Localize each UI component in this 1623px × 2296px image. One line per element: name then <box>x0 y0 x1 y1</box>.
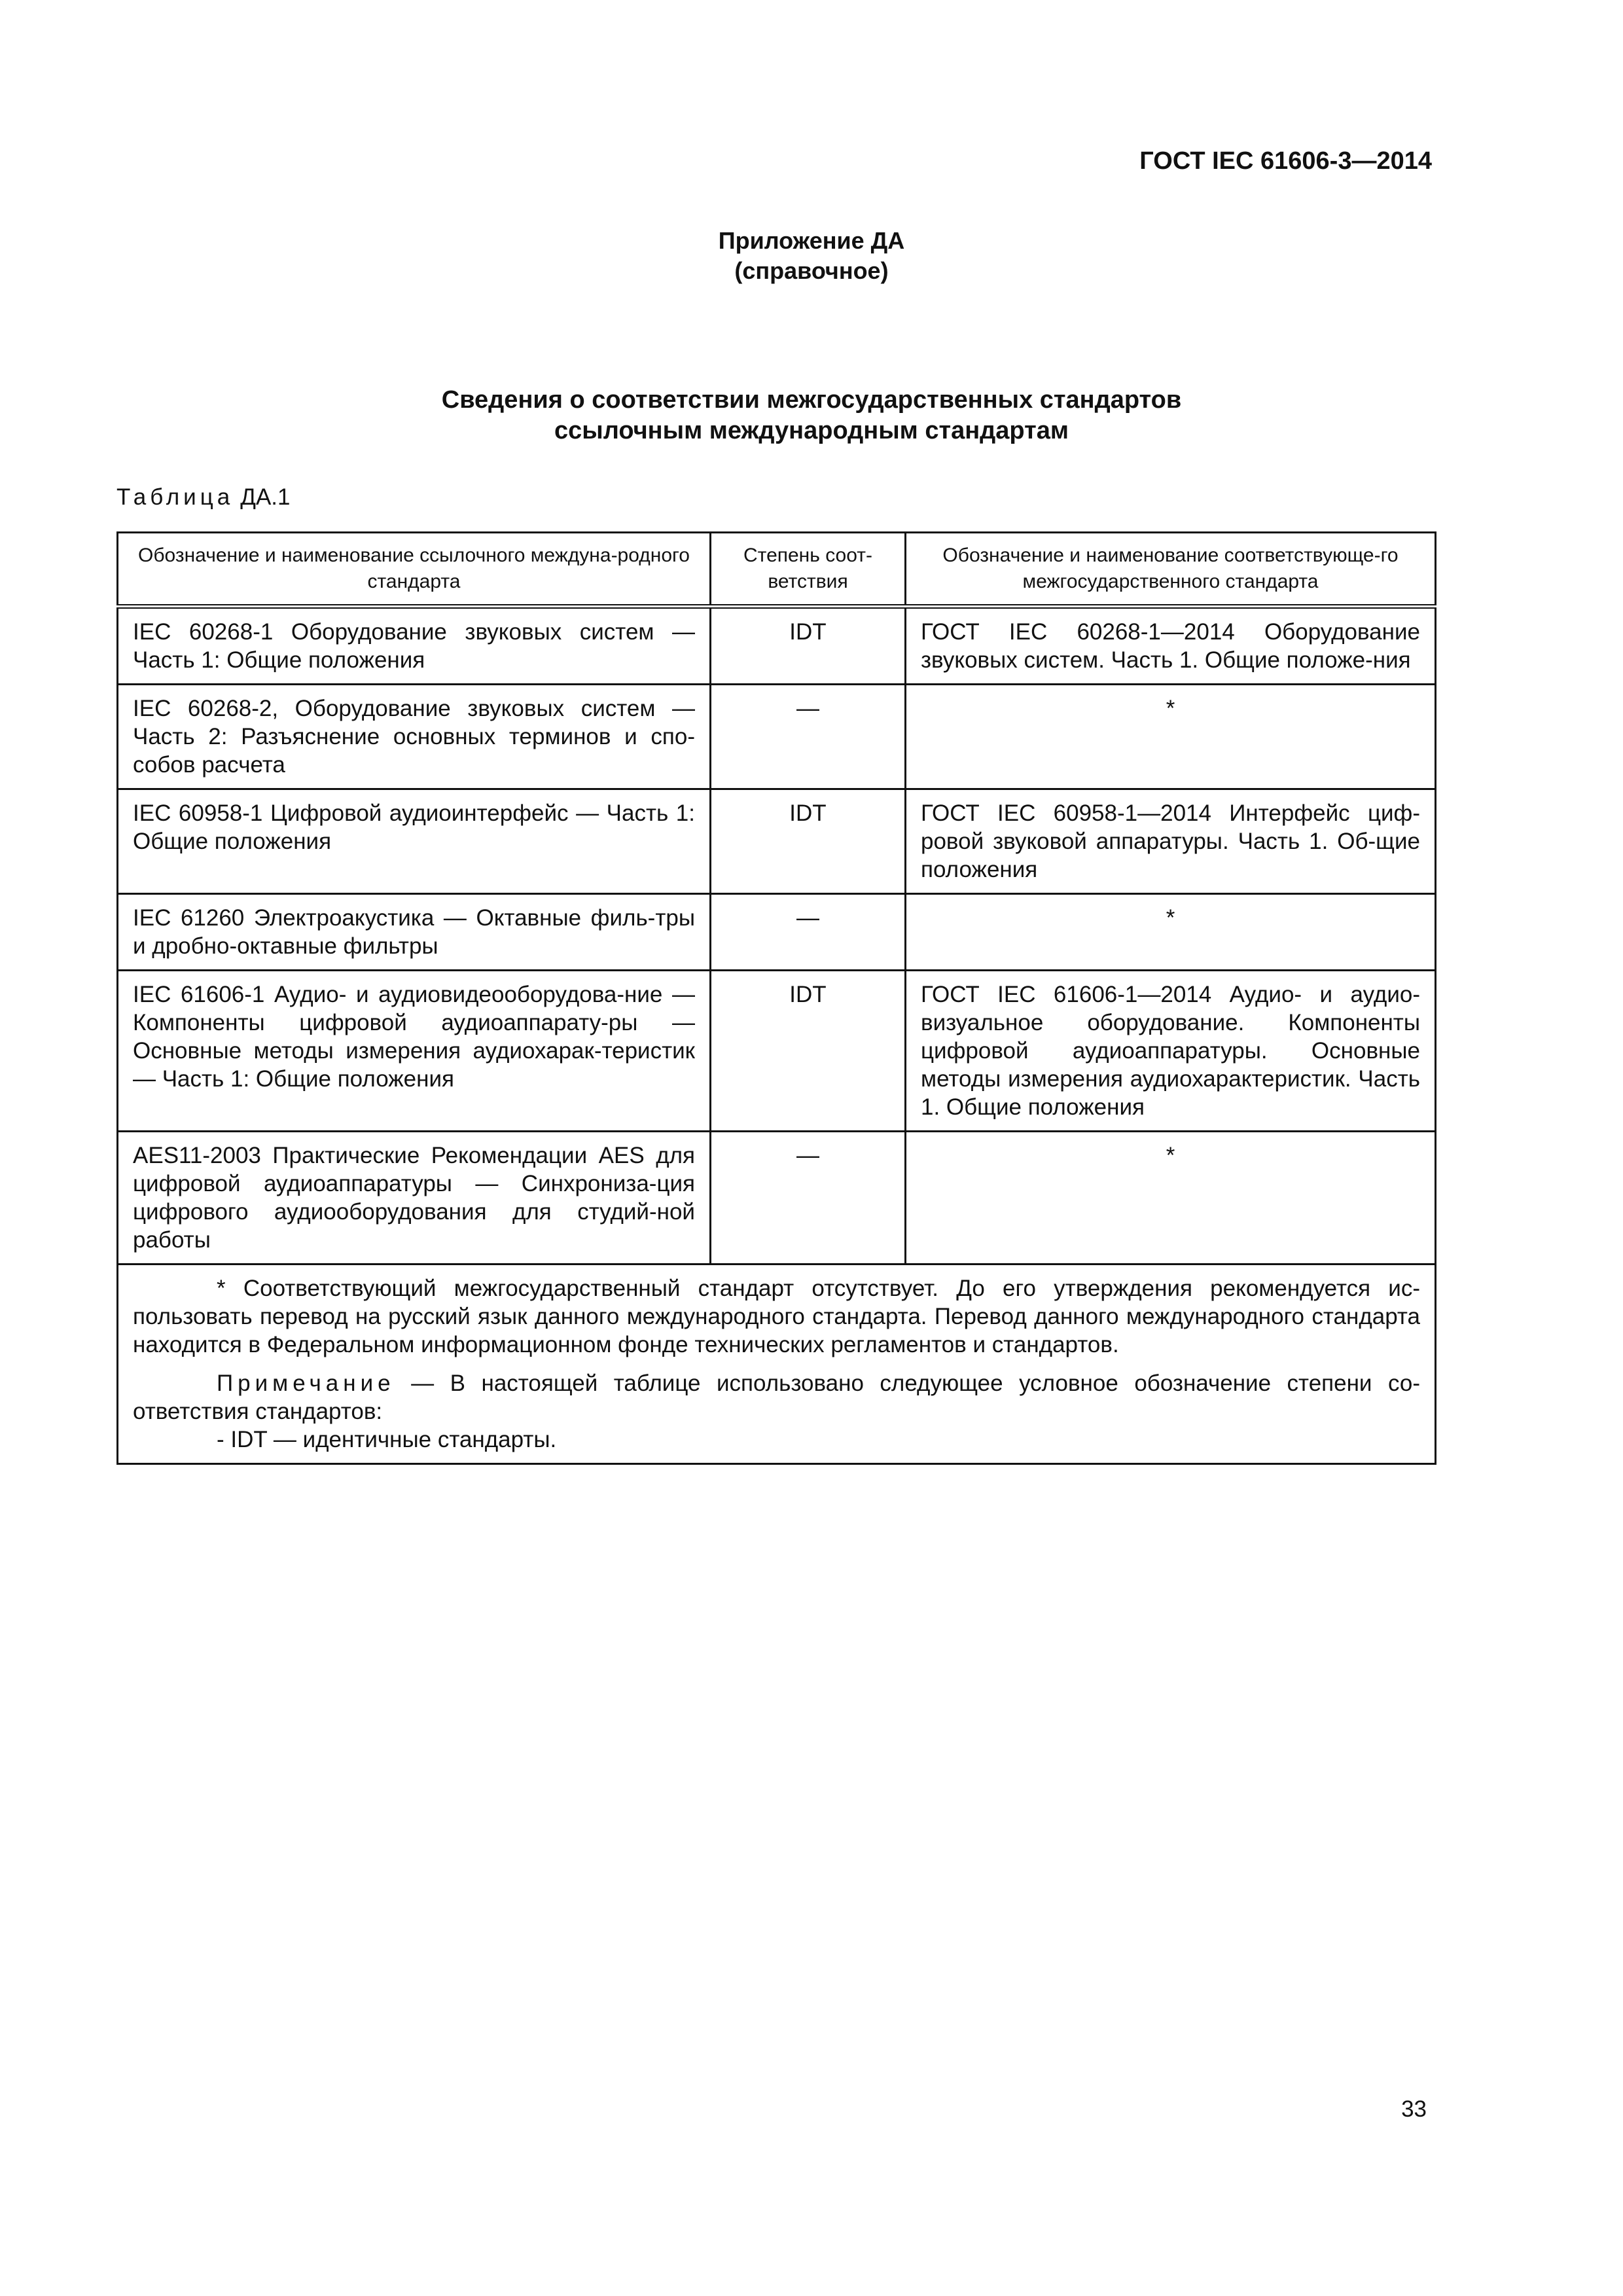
document-code: ГОСТ IEC 61606-3—2014 <box>1139 147 1432 175</box>
table-row <box>118 685 1436 789</box>
appendix-subtitle: (справочное) <box>734 257 889 284</box>
section-heading <box>0 385 1623 446</box>
cell-degree: IDT <box>711 789 906 894</box>
cell-reference-standard: IEC 61260 Электроакустика — Октавные филь-тры и дробно-октавные фильтры <box>118 894 711 971</box>
table-row <box>118 894 1436 971</box>
cell-national-standard: ГОСТ IEC 61606-1—2014 Аудио- и аудио-визуальное оборудование. Компоненты цифровой аудиоаппаратуры. Основные методы измерения аудиохарактеристик. Часть 1. Общие положения <box>906 971 1436 1132</box>
note-label: Примечание <box>217 1371 395 1396</box>
table-row <box>118 789 1436 894</box>
note-text: — В настоящей таблице использовано следующее условное обозначение степени со-ответствия стандартов: <box>133 1371 1420 1424</box>
cell-degree: — <box>711 894 906 971</box>
cell-reference-standard: AES11-2003 Практические Рекомендации AES для цифровой аудиоаппаратуры — Синхрониза-ция цифрового аудиооборудования для студий-ной работы <box>118 1132 711 1265</box>
cell-national-standard: * <box>906 685 1436 789</box>
heading-line-1: Сведения о соответствии межгосударственных стандартов <box>441 386 1182 414</box>
cell-reference-standard: IEC 60268-2, Оборудование звуковых систем — Часть 2: Разъяснение основных терминов и спо-собов расчета <box>118 685 711 789</box>
table-header-row <box>118 533 1436 607</box>
cell-national-standard: ГОСТ IEC 60268-1—2014 Оборудование звуковых систем. Часть 1. Общие положе-ния <box>906 607 1436 685</box>
appendix-block <box>0 226 1623 286</box>
cell-degree: — <box>711 1132 906 1265</box>
heading-line-2: ссылочным международным стандартам <box>554 417 1069 444</box>
note <box>133 1369 1420 1426</box>
cell-reference-standard: IEC 60268-1 Оборудование звуковых систем — Часть 1: Общие положения <box>118 607 711 685</box>
note-item: - IDT — идентичные стандарты. <box>217 1427 557 1452</box>
appendix-title: Приложение ДА <box>718 227 905 254</box>
cell-national-standard: * <box>906 1132 1436 1265</box>
table-row <box>118 971 1436 1132</box>
cell-degree: IDT <box>711 971 906 1132</box>
footnote: * Соответствующий межгосударственный стандарт отсутствует. До его утверждения рекомендуется ис-пользовать перевод на русский язык данного международного стандарта. Перевод данного международного стандарта находится в Федеральном информационном фонде технических регламентов и стандартов. <box>133 1276 1420 1357</box>
header-reference-standard: Обозначение и наименование ссылочного междуна-родного стандарта <box>118 533 711 607</box>
table-row <box>118 607 1436 685</box>
table-caption-label: Таблица <box>116 484 234 510</box>
table-caption-number: ДА.1 <box>240 484 291 510</box>
table-caption <box>116 484 290 511</box>
header-national-standard: Обозначение и наименование соответствующе-го межгосударственного стандарта <box>906 533 1436 607</box>
table-footer-row <box>118 1265 1436 1464</box>
cell-national-standard: ГОСТ IEC 60958-1—2014 Интерфейс циф-ровой звуковой аппаратуры. Часть 1. Об-щие положения <box>906 789 1436 894</box>
cell-reference-standard: IEC 61606-1 Аудио- и аудиовидеооборудова-ние — Компоненты цифровой аудиоаппарату-ры — Основные методы измерения аудиохарак-теристик — Часть 1: Общие положения <box>118 971 711 1132</box>
table-row <box>118 1132 1436 1265</box>
header-degree: Степень соот-ветствия <box>711 533 906 607</box>
cell-degree: IDT <box>711 607 906 685</box>
cell-reference-standard: IEC 60958-1 Цифровой аудиоинтерфейс — Часть 1: Общие положения <box>118 789 711 894</box>
standards-table <box>116 531 1436 1465</box>
cell-national-standard: * <box>906 894 1436 971</box>
table-footer <box>118 1265 1436 1464</box>
page-number: 33 <box>1401 2096 1427 2122</box>
cell-degree: — <box>711 685 906 789</box>
